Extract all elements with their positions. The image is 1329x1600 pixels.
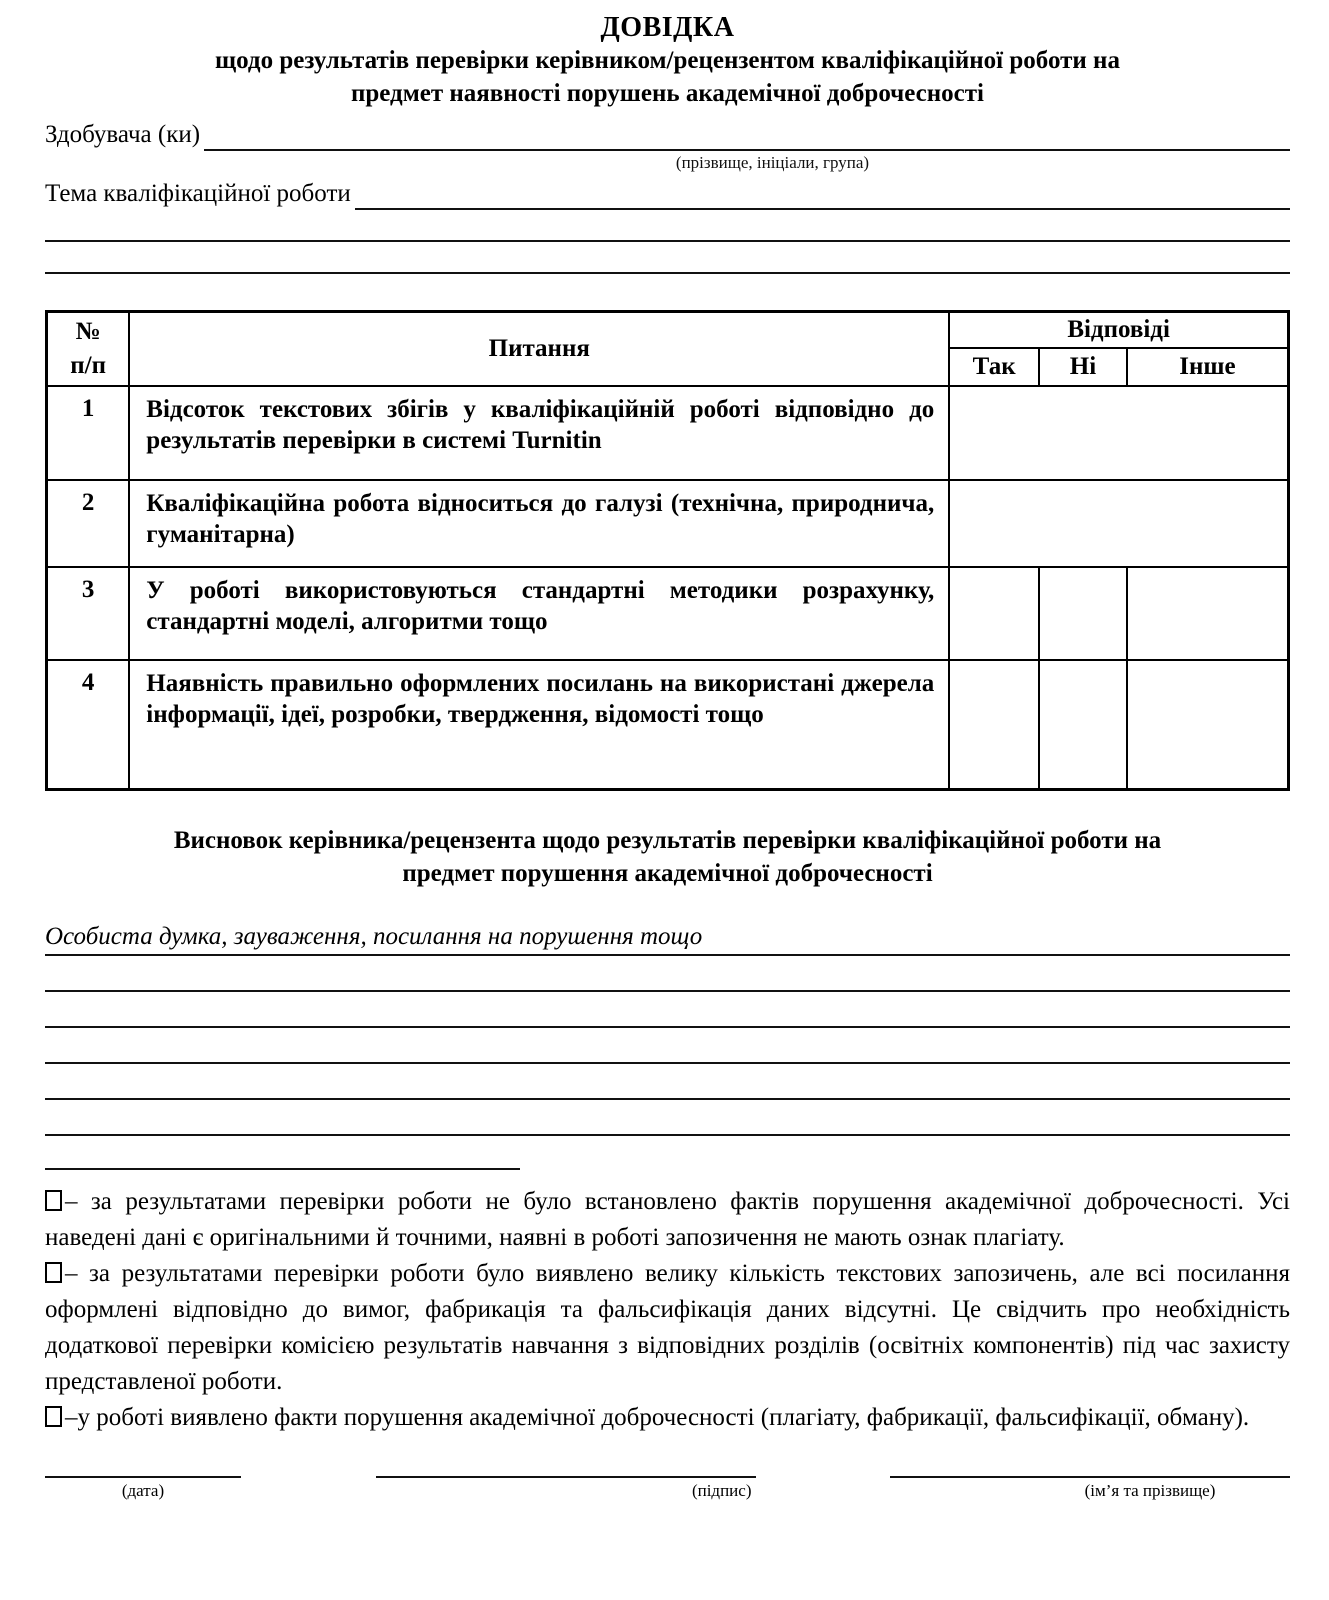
- row-number: 2: [47, 480, 130, 567]
- answer-cell-no[interactable]: [1039, 660, 1127, 790]
- row-question: Наявність правильно оформлених посилань на використані джерела інформації, ідеї, розробки, твердження, відомості тощо: [129, 660, 949, 790]
- opinion-label: Особиста думка, зауваження, посилання на порушення тощо: [45, 923, 703, 950]
- table-header-row-1: [47, 312, 1289, 348]
- questions-table: [45, 310, 1290, 791]
- row-number: 4: [47, 660, 130, 790]
- date-label: (дата): [121, 1481, 165, 1500]
- column-header-answers: Відповіді: [949, 312, 1288, 348]
- column-header-number: № п/п: [47, 312, 130, 386]
- row-question: Кваліфікаційна робота відноситься до галузі (технічна, природнича, гуманітарна): [129, 480, 949, 567]
- checkbox-violations-found[interactable]: [45, 1406, 62, 1427]
- student-name-input-line[interactable]: [204, 118, 1290, 151]
- table-row: [47, 480, 1289, 567]
- answer-cell-other[interactable]: [1127, 567, 1289, 660]
- checkbox-statement-no-violations: [45, 1184, 1290, 1256]
- checkbox-many-borrowings[interactable]: [45, 1262, 62, 1283]
- column-header-yes: Так: [949, 348, 1039, 386]
- answer-cell-no[interactable]: [1039, 567, 1127, 660]
- opinion-input-line-4[interactable]: [45, 1064, 1290, 1100]
- opinion-input-line-2[interactable]: [45, 992, 1290, 1028]
- column-header-no: Ні: [1039, 348, 1127, 386]
- table-row: [47, 567, 1289, 660]
- checkbox-statements: [45, 1184, 1290, 1436]
- column-header-question: Питання: [129, 312, 949, 386]
- document-title: ДОВІДКА: [600, 12, 735, 43]
- opinion-input-line-3[interactable]: [45, 1028, 1290, 1064]
- column-header-other: Інше: [1127, 348, 1289, 386]
- document-subtitle-line1: щодо результатів перевірки керівником/рецензентом кваліфікаційної роботи на: [215, 47, 1120, 74]
- table-row: [47, 660, 1289, 790]
- topic-input-line-2[interactable]: [45, 210, 1290, 242]
- answer-cell-yes[interactable]: [949, 660, 1039, 790]
- checkbox-statement-violations-found: [45, 1400, 1290, 1436]
- conclusion-heading-line1: Висновок керівника/рецензента щодо результатів перевірки кваліфікаційної роботи на: [173, 827, 1162, 854]
- topic-input-line-1[interactable]: [355, 177, 1290, 210]
- row-question: Відсоток текстових збігів у кваліфікаційній роботі відповідно до результатів перевірки в системі Turnitin: [129, 386, 949, 480]
- signature-sign-block: [376, 1462, 756, 1501]
- opinion-input-line-5[interactable]: [45, 1100, 1290, 1136]
- signature-input-line[interactable]: [376, 1462, 756, 1478]
- topic-label: Тема кваліфікаційної роботи: [45, 179, 351, 207]
- signature-date-block: [45, 1462, 241, 1501]
- date-input-line[interactable]: [45, 1462, 241, 1478]
- student-label: Здобувача (ки): [45, 120, 201, 148]
- signature-label: (підпис): [691, 1481, 752, 1500]
- name-input-line[interactable]: [890, 1462, 1290, 1478]
- signature-row: [45, 1462, 1290, 1501]
- answer-cell-merged[interactable]: [949, 480, 1288, 567]
- checkbox-statement-text: – за результатами перевірки роботи не було встановлено фактів порушення академічної доброчесності. Усі наведені дані є оригінальними й точними, наявні в роботі запозичення не мають ознак плагіату.: [45, 1188, 1290, 1251]
- answer-cell-merged[interactable]: [949, 386, 1288, 480]
- conclusion-heading: [45, 825, 1290, 890]
- checkbox-no-violations[interactable]: [45, 1190, 62, 1211]
- row-number: 3: [47, 567, 130, 660]
- row-question: У роботі використовуються стандартні методики розрахунку, стандартні моделі, алгоритми тощо: [129, 567, 949, 660]
- opinion-input-line-1[interactable]: [45, 956, 1290, 992]
- row-number: 1: [47, 386, 130, 480]
- opinion-label-line[interactable]: [45, 920, 1290, 956]
- answer-cell-other[interactable]: [1127, 660, 1289, 790]
- topic-input-line-3[interactable]: [45, 242, 1290, 274]
- student-field-row: [45, 118, 1290, 151]
- name-label: (ім’я та прізвище): [1084, 1481, 1216, 1500]
- table-row: [47, 386, 1289, 480]
- checkbox-statement-many-borrowings: [45, 1256, 1290, 1400]
- signature-name-block: [890, 1462, 1290, 1501]
- document-subtitle-line2: предмет наявності порушень академічної доброчесності: [350, 79, 984, 107]
- conclusion-heading-line2: предмет порушення академічної доброчесності: [402, 859, 933, 887]
- checkbox-statement-text: – за результатами перевірки роботи було виявлено велику кількість текстових запозичень, але всі посилання оформлені відповідно до вимог, фабрикація та фальсифікація даних відсутні. Це свідчить про необхідність додаткової перевірки комісією результатів навчання з відповідних розділів (освітніх компонентів) під час захисту представленої роботи.: [45, 1260, 1290, 1395]
- checkbox-statement-text: –у роботі виявлено факти порушення академічної доброчесності (плагіату, фабрикації, фальсифікації, обману).: [65, 1404, 1250, 1431]
- answer-cell-yes[interactable]: [949, 567, 1039, 660]
- opinion-input-line-short[interactable]: [45, 1136, 520, 1170]
- student-hint: (прізвище, ініціали, група): [675, 153, 870, 172]
- topic-field-row: [45, 177, 1290, 210]
